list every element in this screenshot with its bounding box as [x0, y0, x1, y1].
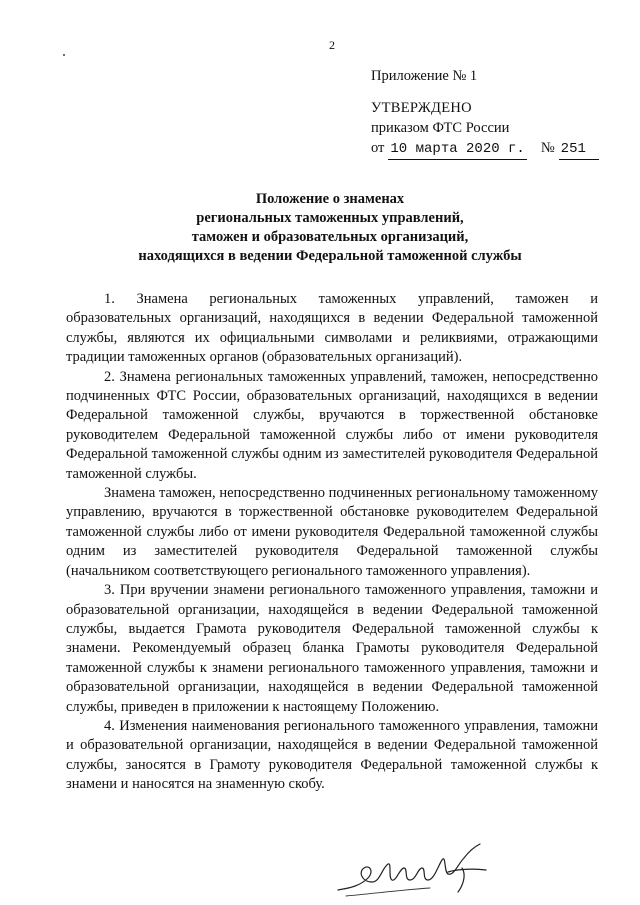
page-number: 2 [329, 38, 335, 52]
order-number: 251 [559, 139, 599, 160]
paragraph-3: 3. При вручении знамени регионального таможенного управления, таможни и образовательной организации, находящейся в ведении Федеральной таможенной службы, выдается Грамота руководителя Федеральной таможенной службы к знамени. Рекомендуемый образец бланка Грамоты руководителя Федеральной таможенной службы к знамени регионального таможенного управления, таможни и образовательной организации, находящейся в ведении Федеральной таможенной службы, приведен в приложении к настоящему Положению. [66, 582, 598, 715]
approval-block [371, 66, 599, 160]
order-by-label: приказом ФТС России [371, 120, 510, 136]
title-line: региональных таможенных управлений, [196, 210, 464, 226]
document-body [66, 290, 598, 795]
from-label: от [371, 140, 385, 156]
scan-speck [63, 54, 65, 56]
document-title [60, 190, 600, 266]
title-line: находящихся в ведении Федеральной таможенной службы [138, 248, 522, 264]
paragraph-4: 4. Изменения наименования регионального таможенного управления, таможни и образовательной организации, находящейся в ведении Федеральной таможенной службы, заносятся в Грамоту руководителя Федеральной таможенной службы к знамени и наносятся на знаменную скобу. [66, 717, 598, 793]
order-date-line [371, 138, 599, 160]
paragraph-2-continued: Знамена таможен, непосредственно подчиненных региональному таможенному управлению, вручаются в торжественной обстановке руководителем Федеральной таможенной службы либо от имени руководителя Федеральной таможенной службы одним из заместителей руководителя Федеральной таможенной службы (начальником соответствующего регионального таможенного управления). [66, 485, 598, 579]
approved-label: УТВЕРЖДЕНО [371, 100, 472, 116]
title-line: Положение о знаменах [255, 191, 405, 207]
order-date: 10 марта 2020 г. [388, 139, 526, 160]
title-line: таможен и образовательных организаций, [191, 229, 469, 245]
paragraph-2: 2. Знамена региональных таможенных управлений, таможен, непосредственно подчиненных ФТС России, образовательных организаций, находящихся в ведении Федеральной таможенной службы, вручаются в торжественной обстановке руководителем Федеральной таможенной службы либо от имени руководителя Федеральной таможенной службы одним из заместителей руководителя Федеральной таможенной службы. [66, 368, 598, 482]
paragraph-1: 1. Знамена региональных таможенных управлений, таможен и образовательных организаций, находящихся в ведении Федеральной таможенной службы, являются их официальными символами и реликвиями, отражающими традиции таможенных органов (образовательных организаций). [66, 291, 598, 366]
appendix-label: Приложение № 1 [371, 68, 478, 84]
number-label: № [540, 140, 555, 156]
handwritten-signature [330, 838, 510, 900]
